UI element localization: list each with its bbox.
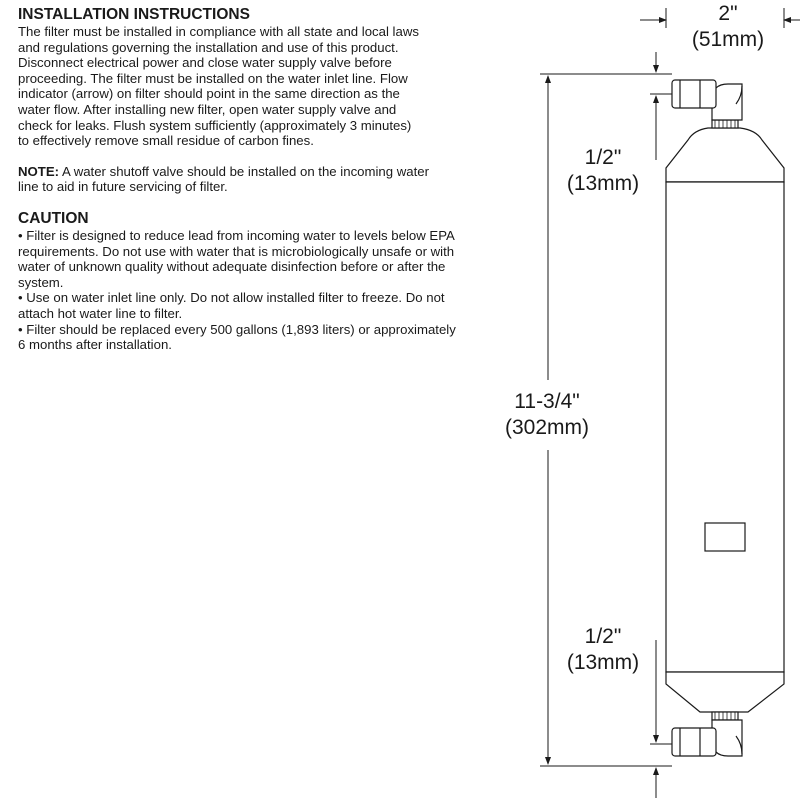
bottom-offset-mm-label: (13mm): [566, 651, 640, 674]
caution-line: attach hot water line to filter.: [18, 305, 183, 321]
note-line: A water shutoff valve should be installed on the incoming water: [59, 163, 429, 179]
height-inches-label: 11-3/4": [514, 390, 580, 413]
installation-line: and regulations governing the installation and use of this product.: [18, 39, 399, 55]
bottom-offset-inches-label: 1/2": [584, 625, 622, 648]
caution-line: requirements. Do not use with water that is microbiologically unsafe or with: [18, 243, 455, 259]
installation-line: indicator (arrow) on filter should point in the same direction as the: [18, 86, 400, 102]
caution-heading: CAUTION: [18, 209, 89, 227]
flow-label-window: [705, 523, 745, 551]
top-offset-dimension: [650, 52, 672, 160]
installation-line: The filter must be installed in compliance with all state and local laws: [18, 24, 419, 39]
caution-line: • Use on water inlet line only. Do not allow installed filter to freeze. Do not: [18, 290, 445, 306]
width-inches-label: 2": [718, 2, 738, 25]
installation-heading: INSTALLATION INSTRUCTIONS: [18, 6, 250, 23]
installation-line: to effectively remove small residue of carbon fines.: [18, 133, 314, 149]
installation-line: Disconnect electrical power and close water supply valve before: [18, 55, 392, 71]
filter-body: [666, 120, 784, 720]
top-offset-mm-label: (13mm): [566, 172, 640, 195]
width-mm-label: (51mm): [691, 28, 765, 51]
outlet-elbow-fitting-icon: [672, 720, 742, 756]
caution-line: system.: [18, 274, 64, 290]
caution-line: • Filter should be replaced every 500 gallons (1,893 liters) or approximately: [18, 321, 456, 337]
installation-line: proceeding. The filter must be installed on the water inlet line. Flow: [18, 70, 408, 86]
note-line: line to aid in future servicing of filter.: [18, 179, 228, 195]
caution-line: water of unknown quality without adequate disinfection before or after the: [18, 259, 446, 275]
top-offset-inches-label: 1/2": [584, 146, 622, 169]
caution-line: • Filter is designed to reduce lead from incoming water to levels below EPA: [18, 227, 455, 243]
caution-line: 6 months after installation.: [18, 337, 172, 353]
height-mm-label: (302mm): [504, 416, 590, 439]
inlet-elbow-fitting-icon: [672, 80, 742, 120]
installation-line: check for leaks. Flush system sufficiently (approximately 3 minutes): [18, 117, 412, 133]
installation-line: water flow. After installing new filter, open water supply valve and: [18, 101, 397, 117]
note-label: NOTE:: [18, 163, 60, 179]
